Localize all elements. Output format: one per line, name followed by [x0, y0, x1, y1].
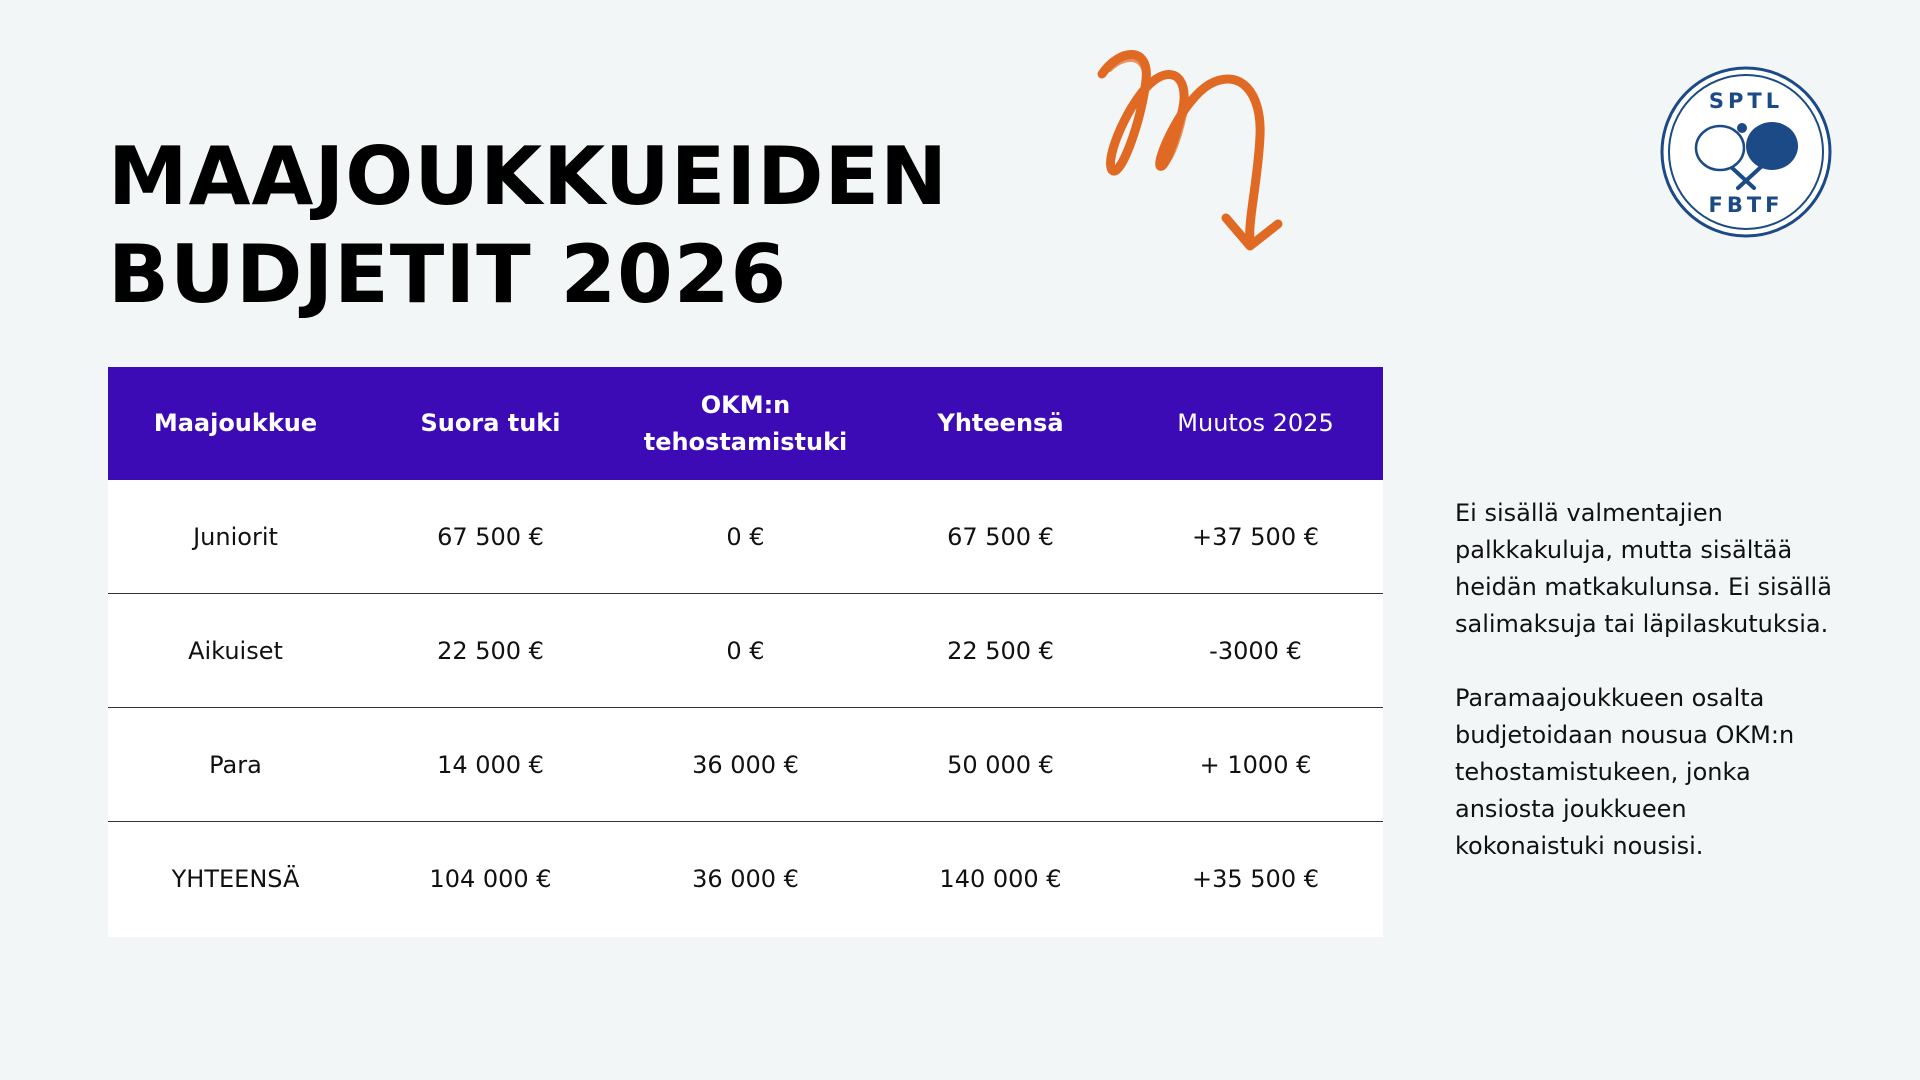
table-cell: 36 000 € — [692, 864, 799, 893]
sptl-fbtf-logo — [1658, 64, 1834, 240]
header-maajoukkue: Maajoukkue — [108, 367, 363, 480]
table-cell: Aikuiset — [108, 594, 363, 708]
title-line-2: BUDJETIT 2026 — [108, 228, 788, 321]
table-cell: 0 € — [618, 480, 873, 594]
budget-table — [108, 367, 1383, 935]
notes-panel — [1455, 495, 1835, 902]
header-okm-tehostamistuki: OKM:n tehostamistuki — [618, 367, 873, 480]
page-title — [108, 128, 948, 324]
table-cell: 140 000 € — [939, 864, 1062, 893]
scribble-arrow-icon — [1090, 40, 1310, 260]
table-cell: 50 000 € — [873, 708, 1128, 822]
note-paragraph-1: Ei sisällä valmentajien palkkakuluja, mutta sisältää heidän matkakulunsa. Ei sisällä salimaksuja tai läpilaskutuksia. — [1455, 499, 1832, 638]
table-cell: Juniorit — [108, 480, 363, 594]
table-cell: +35 500 € — [1192, 864, 1319, 893]
table-cell: -3000 € — [1128, 594, 1383, 708]
table-cell: 22 500 € — [363, 594, 618, 708]
table-cell: 14 000 € — [363, 708, 618, 822]
table-cell: 67 500 € — [873, 480, 1128, 594]
budget-table-container — [108, 367, 1383, 937]
table-cell: YHTEENSÄ — [171, 864, 300, 893]
header-yhteensa: Yhteensä — [873, 367, 1128, 480]
logo-bottom-text: FBTF — [1708, 193, 1784, 217]
table-row — [108, 708, 1383, 822]
header-muutos-2025: Muutos 2025 — [1128, 367, 1383, 480]
table-row — [108, 480, 1383, 594]
table-cell: Para — [108, 708, 363, 822]
table-cell: 0 € — [618, 594, 873, 708]
table-cell: 22 500 € — [873, 594, 1128, 708]
table-cell: +37 500 € — [1128, 480, 1383, 594]
header-suora-tuki: Suora tuki — [363, 367, 618, 480]
table-header-row — [108, 367, 1383, 480]
logo-top-text: SPTL — [1708, 89, 1784, 113]
note-paragraph-2: Paramaajoukkueen osalta budjetoidaan nousua OKM:n tehostamistukeen, jonka ansiosta joukkueen kokonaistuki nousisi. — [1455, 684, 1795, 860]
table-row-total — [108, 822, 1383, 936]
table-cell: 67 500 € — [363, 480, 618, 594]
table-row — [108, 594, 1383, 708]
table-cell: 36 000 € — [618, 708, 873, 822]
table-cell: + 1000 € — [1128, 708, 1383, 822]
title-line-1: MAAJOUKKUEIDEN — [108, 130, 949, 223]
table-cell: 104 000 € — [429, 864, 552, 893]
